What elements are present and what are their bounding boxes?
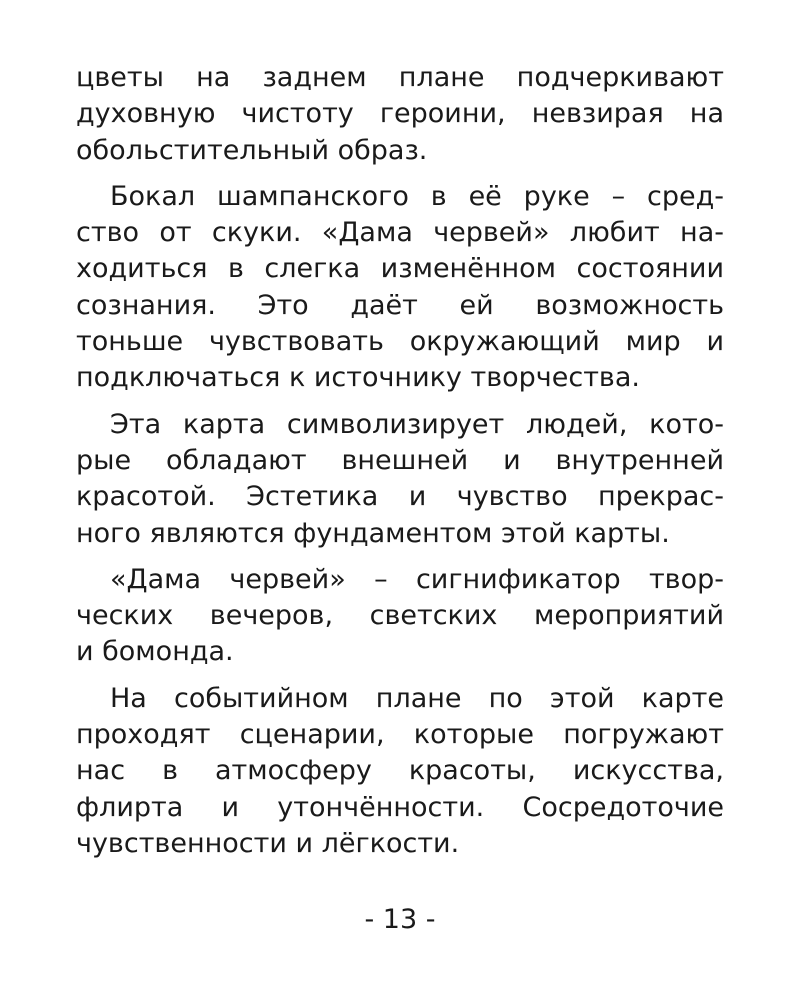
page-body (76, 60, 724, 872)
paragraph-3 (76, 407, 724, 552)
text-line: тоньше чувствовать окружающий мир и (76, 326, 724, 358)
text-line: рые обладают внешней и внутренней (76, 444, 724, 476)
paragraph-2 (76, 179, 724, 397)
text-line: На событийном плане по этой карте (110, 682, 724, 714)
text-line: ческих вечеров, светских мероприятий (76, 600, 724, 632)
text-line: обольстительный образ. (76, 134, 428, 166)
text-line: красотой. Эстетика и чувство прекрас- (76, 481, 724, 513)
text-line: духовную чистоту героини, невзирая на (76, 98, 724, 130)
text-line: ходиться в слегка изменённом состоянии (76, 253, 724, 285)
text-line: Эта карта символизирует людей, кото- (110, 408, 724, 440)
text-line: Бокал шампанского в её руке – сред- (110, 180, 724, 212)
page-number: - 13 - (364, 904, 436, 935)
paragraph-4 (76, 562, 724, 671)
paragraph-1 (76, 60, 724, 169)
text-line: флирта и утончённости. Сосредоточие (76, 791, 724, 823)
text-line: цветы на заднем плане подчеркивают (76, 62, 724, 93)
text-line: нас в атмосферу красоты, искусства, (76, 755, 724, 787)
text-line: сознания. Это даёт ей возможность (76, 289, 724, 321)
text-line: ство от скуки. «Дама червей» любит на- (76, 217, 724, 249)
text-line: ного являются фундаментом этой карты. (76, 517, 670, 549)
paragraph-5 (76, 681, 724, 862)
text-line: чувственности и лёгкости. (76, 827, 460, 859)
text-line: проходят сценарии, которые погружают (76, 719, 724, 751)
text-line: подключаться к источнику творчества. (76, 362, 640, 394)
text-line: и бомонда. (76, 636, 234, 668)
text-line: «Дама червей» – сигнификатор твор- (110, 563, 724, 595)
